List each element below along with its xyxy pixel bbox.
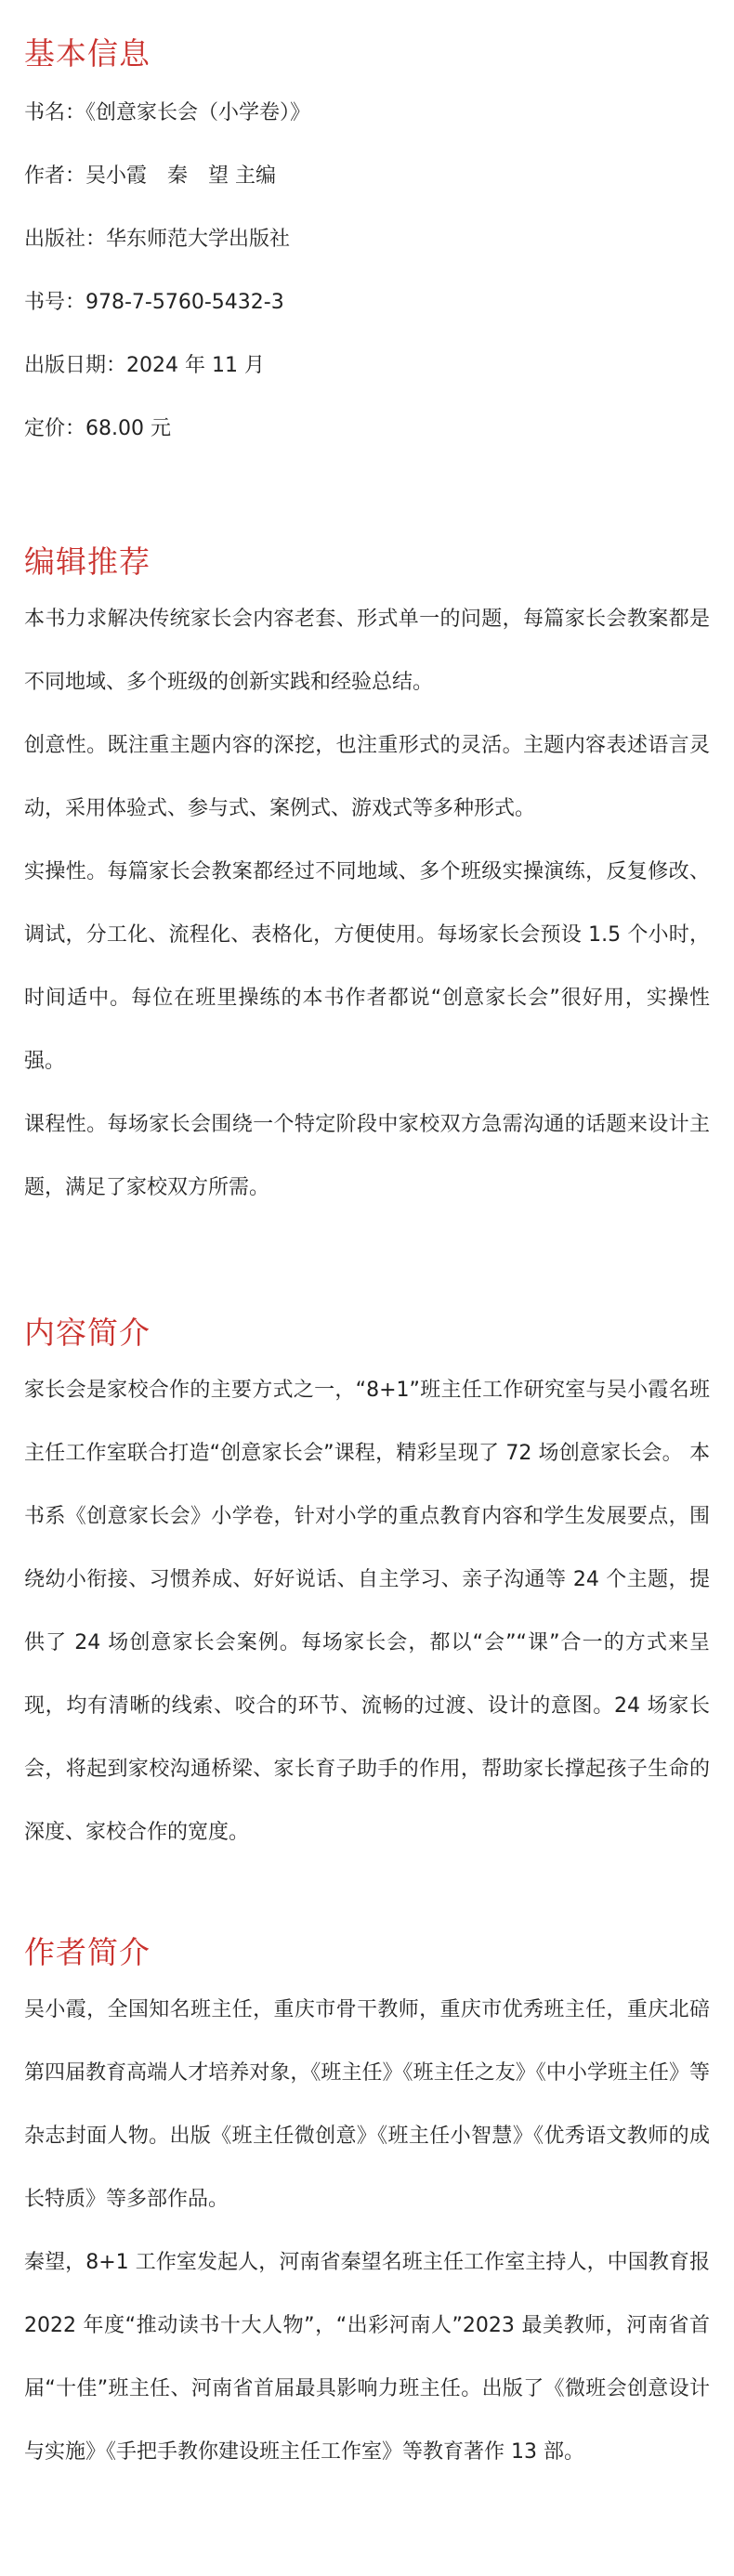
editor-recommendation-title: 编辑推荐: [24, 543, 151, 580]
content-paragraph: 家长会是家校合作的主要方式之一，“8+1”班主任工作研究室与吴小霞名班主任工作室联合打造“创意家长会”课程，精彩呈现了 72 场创意家长会。 本书系《创意家长会》小学卷，针对小学的重点教育内容和学生发展要点，围绕幼小衔接、习惯养成、好好说话、自主学习、亲子沟通等 24 个主题，提供了 24 场创意家长会案例。每场家长会，都以“会”“课”合一的方式来呈现，均有清晰的线索、咬合的环节、流畅的过渡、设计的意图。24 场家长会，将起到家校沟通桥梁、家长育子助手的作用，帮助家长撑起孩子生命的深度、家校合作的宽度。: [24, 1379, 710, 1844]
author-intro-title: 作者简介: [24, 1934, 151, 1970]
basic-info-list: [24, 82, 710, 461]
author-intro-section: [24, 1934, 710, 2484]
basic-info-title: 基本信息: [24, 35, 151, 72]
editor-paragraph-curriculum: 课程性。每场家长会围绕一个特定阶段中家校双方急需沟通的话题来设计主题，满足了家校双方所需。: [24, 1113, 710, 1199]
content-summary-section: [24, 1314, 710, 1864]
author-paragraph-qin: 秦望，8+1 工作室发起人，河南省秦望名班主任工作室主持人，中国教育报 2022 年度“推动读书十大人物”，“出彩河南人”2023 最美教师，河南省首届“十佳”班主任、河南省首届最具影响力班主任。出版了《微班会创意设计与实施》《手把手教你建设班主任工作室》等教育著作 13 部。: [24, 2251, 710, 2464]
author-line: 作者：吴小霞 秦 望 主编: [24, 164, 276, 188]
author-paragraph-wu: 吴小霞，全国知名班主任，重庆市骨干教师，重庆市优秀班主任，重庆北碚第四届教育高端人才培养对象，《班主任》《班主任之友》《中小学班主任》等杂志封面人物。出版《班主任微创意》《班主任小智慧》《优秀语文教师的成长特质》等多部作品。: [24, 1998, 710, 2211]
publisher-line: 出版社：华东师范大学出版社: [24, 228, 291, 251]
book-title-line: 书名：《创意家长会（小学卷）》: [24, 101, 311, 124]
editor-paragraph-practicality: 实操性。每篇家长会教案都经过不同地域、多个班级实操演练，反复修改、调试，分工化、流程化、表格化，方便使用。每场家长会预设 1.5 个小时，时间适中。每位在班里操练的本书作者都说“创意家长会”很好用，实操性强。: [24, 860, 710, 1073]
basic-info-section: [24, 35, 710, 461]
publish-date-line: 出版日期：2024 年 11 月: [24, 354, 265, 377]
content-summary-title: 内容简介: [24, 1314, 151, 1351]
isbn-line: 书号：978-7-5760-5432-3: [24, 291, 284, 314]
editor-recommendation-section: [24, 543, 710, 1220]
price-line: 定价：68.00 元: [24, 417, 171, 440]
editor-paragraph-creativity: 创意性。既注重主题内容的深挖，也注重形式的灵活。主题内容表述语言灵动，采用体验式、参与式、案例式、游戏式等多种形式。: [24, 734, 710, 820]
editor-paragraph: 本书力求解决传统家长会内容老套、形式单一的问题，每篇家长会教案都是不同地域、多个班级的创新实践和经验总结。: [24, 608, 710, 694]
